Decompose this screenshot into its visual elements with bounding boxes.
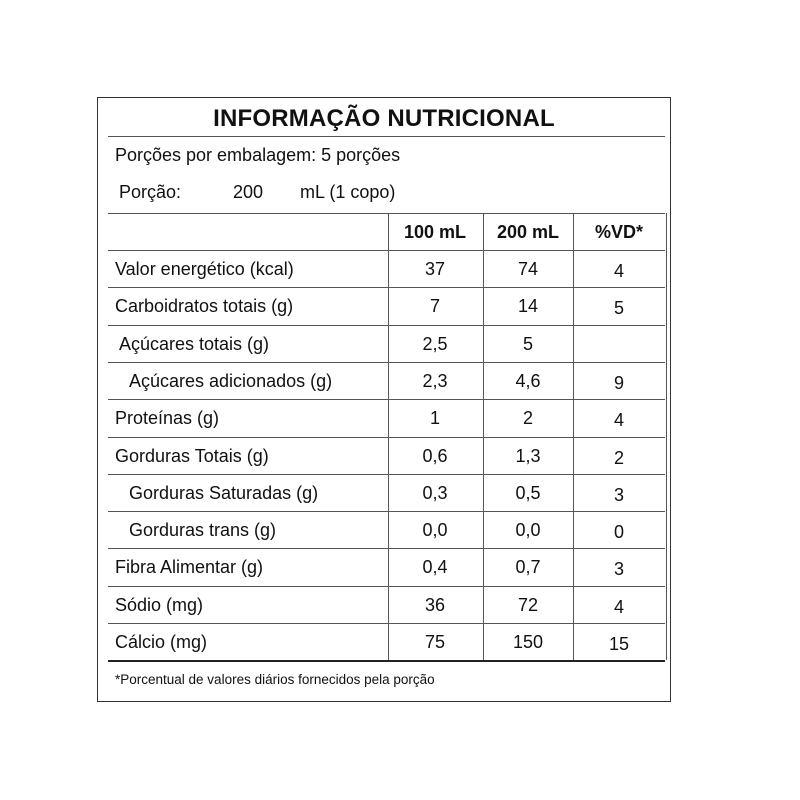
row-divider [108, 325, 665, 326]
value-100ml: 1 [429, 408, 440, 429]
value-vd: 4 [613, 596, 624, 617]
value-vd: 4 [613, 410, 624, 431]
servings-per-package: Porções por embalagem: 5 porções [115, 145, 401, 165]
value-200ml: 72 [517, 594, 539, 615]
row-divider [108, 399, 665, 400]
value-100ml: 75 [424, 632, 446, 652]
nutrient-name: Açúcares adicionados (g) [129, 370, 333, 391]
value-vd: 15 [608, 634, 630, 654]
value-200ml: 0,7 [515, 557, 541, 578]
value-100ml: 37 [424, 259, 446, 279]
nutrient-name: Proteínas (g) [115, 408, 220, 429]
value-100ml: 7 [429, 296, 440, 317]
value-100ml: 0,0 [422, 520, 448, 541]
value-100ml: 2,3 [422, 370, 448, 391]
row-divider [108, 474, 665, 475]
row-divider [108, 437, 665, 438]
value-vd: 2 [613, 447, 624, 468]
value-vd: 5 [613, 298, 624, 319]
portion-unit: mL (1 copo) [300, 182, 396, 202]
nutrient-name: Gorduras Saturadas (g) [129, 482, 319, 503]
value-200ml: 150 [512, 632, 544, 652]
nutrient-name: Gorduras Totais (g) [115, 445, 269, 466]
nutrient-name: Açúcares totais (g) [119, 333, 270, 354]
row-divider [108, 623, 665, 624]
value-100ml: 36 [424, 594, 446, 615]
column-divider [483, 213, 484, 660]
nutrition-facts-label [97, 97, 671, 702]
divider [108, 136, 665, 137]
value-200ml: 0,0 [515, 520, 541, 541]
value-vd: 0 [613, 522, 624, 543]
portion-label: Porção: [119, 182, 182, 202]
column-divider [666, 213, 667, 660]
value-vd: 3 [613, 559, 624, 580]
label-title: INFORMAÇÃO NUTRICIONAL [213, 105, 555, 132]
column-divider [573, 213, 574, 660]
value-200ml: 4,6 [515, 370, 541, 391]
row-divider [108, 586, 665, 587]
table-bottom-rule [108, 660, 665, 662]
nutrient-name: Carboidratos totais (g) [115, 296, 294, 317]
row-divider [108, 287, 665, 288]
value-vd: 3 [613, 484, 624, 505]
value-vd: 9 [613, 372, 624, 393]
portion-amount: 200 [233, 182, 264, 202]
value-200ml: 0,5 [515, 482, 541, 503]
footnote: *Porcentual de valores diários fornecidos pela porção [115, 672, 435, 687]
value-vd: 4 [613, 261, 624, 281]
column-header: 100 mL [403, 222, 467, 242]
column-divider [388, 213, 389, 660]
divider [108, 213, 665, 214]
column-header: 200 mL [496, 222, 560, 242]
row-divider [108, 511, 665, 512]
row-divider [108, 250, 665, 251]
row-divider [108, 362, 665, 363]
value-200ml: 2 [522, 408, 533, 429]
value-200ml: 5 [522, 333, 533, 354]
value-100ml: 0,4 [422, 557, 448, 578]
value-200ml: 14 [517, 296, 539, 317]
nutrient-name: Sódio (mg) [115, 594, 204, 615]
value-100ml: 0,3 [422, 482, 448, 503]
value-200ml: 1,3 [515, 445, 541, 466]
value-200ml: 74 [517, 259, 539, 279]
column-header: %VD* [594, 222, 643, 242]
nutrient-name: Gorduras trans (g) [129, 520, 277, 541]
nutrient-name: Cálcio (mg) [115, 632, 208, 652]
nutrient-name: Fibra Alimentar (g) [115, 557, 264, 578]
nutrient-name: Valor energético (kcal) [115, 259, 294, 279]
row-divider [108, 548, 665, 549]
value-100ml: 0,6 [422, 445, 448, 466]
value-100ml: 2,5 [422, 333, 448, 354]
